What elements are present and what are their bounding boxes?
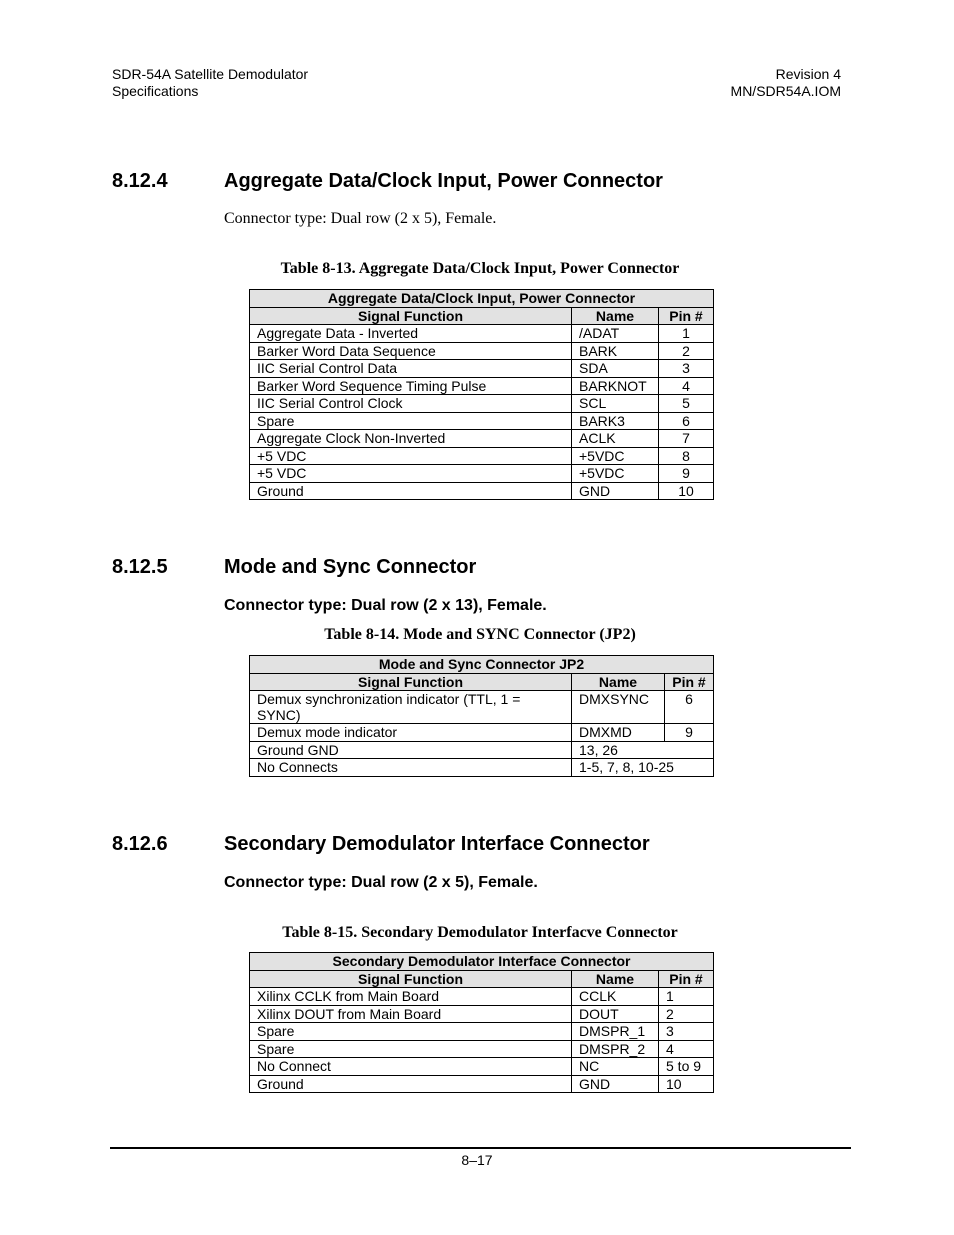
section-heading-8-12-6 bbox=[112, 833, 650, 856]
chapter-name: Specifications bbox=[112, 83, 199, 99]
table-caption: Table 8-14. Mode and SYNC Connector (JP2) bbox=[324, 626, 636, 643]
cell-name: SCL bbox=[572, 395, 659, 413]
table-caption: Table 8-13. Aggregate Data/Clock Input, Power Connector bbox=[280, 260, 680, 277]
cell-signal: Aggregate Clock Non-Inverted bbox=[250, 430, 572, 448]
cell-pin: 6 bbox=[659, 412, 714, 430]
cell-signal: No Connects bbox=[250, 759, 572, 777]
section-title: Mode and Sync Connector bbox=[224, 556, 477, 578]
table-row bbox=[250, 691, 714, 724]
table-row bbox=[250, 325, 714, 343]
table-row bbox=[250, 741, 714, 759]
section-title: Secondary Demodulator Interface Connector bbox=[224, 833, 650, 855]
cell-signal: Ground GND bbox=[250, 741, 572, 759]
cell-pin: 5 to 9 bbox=[659, 1058, 714, 1076]
table-title: Mode and Sync Connector JP2 bbox=[250, 656, 714, 674]
table-row bbox=[250, 430, 714, 448]
table-row bbox=[250, 1023, 714, 1041]
connector-type-text bbox=[224, 597, 547, 615]
cell-name-pins: 13, 26 bbox=[572, 741, 714, 759]
table-row bbox=[250, 395, 714, 413]
footer-rule bbox=[110, 1147, 851, 1149]
cell-pin: 2 bbox=[659, 342, 714, 360]
table-row bbox=[250, 988, 714, 1006]
cell-signal: +5 VDC bbox=[250, 447, 572, 465]
column-header-signal-function: Signal Function bbox=[250, 970, 572, 988]
cell-pin: 1 bbox=[659, 325, 714, 343]
cell-name: DOUT bbox=[572, 1005, 659, 1023]
column-header-name: Name bbox=[572, 673, 665, 691]
section-title: Aggregate Data/Clock Input, Power Connector bbox=[224, 170, 663, 192]
cell-name: BARKNOT bbox=[572, 377, 659, 395]
column-header-pin: Pin # bbox=[659, 970, 714, 988]
cell-signal: Spare bbox=[250, 1023, 572, 1041]
document-id: MN/SDR54A.IOM bbox=[730, 83, 841, 99]
cell-pin: 6 bbox=[665, 691, 714, 724]
page-number: 8–17 bbox=[461, 1152, 493, 1168]
column-header-signal-function: Signal Function bbox=[250, 307, 572, 325]
cell-name: +5VDC bbox=[572, 465, 659, 483]
table-row bbox=[250, 1075, 714, 1093]
cell-signal: Ground bbox=[250, 482, 572, 500]
table-row bbox=[250, 342, 714, 360]
table-row bbox=[250, 482, 714, 500]
table-row bbox=[250, 377, 714, 395]
cell-signal: Spare bbox=[250, 412, 572, 430]
cell-signal: Aggregate Data - Inverted bbox=[250, 325, 572, 343]
cell-signal: Demux synchronization indicator (TTL, 1 = SYNC) bbox=[250, 691, 572, 724]
section-number: 8.12.4 bbox=[112, 170, 168, 192]
cell-name: BARK bbox=[572, 342, 659, 360]
connector-type-text bbox=[224, 874, 538, 892]
cell-pin: 2 bbox=[659, 1005, 714, 1023]
cell-signal: +5 VDC bbox=[250, 465, 572, 483]
cell-signal: IIC Serial Control Clock bbox=[250, 395, 572, 413]
cell-name: +5VDC bbox=[572, 447, 659, 465]
cell-signal: Barker Word Sequence Timing Pulse bbox=[250, 377, 572, 395]
cell-signal: No Connect bbox=[250, 1058, 572, 1076]
table-row bbox=[250, 1040, 714, 1058]
cell-signal: Barker Word Data Sequence bbox=[250, 342, 572, 360]
cell-pin: 8 bbox=[659, 447, 714, 465]
aggregate-connector-table bbox=[249, 289, 714, 500]
column-header-name: Name bbox=[572, 970, 659, 988]
table-title: Secondary Demodulator Interface Connector bbox=[250, 953, 714, 971]
cell-pin: 4 bbox=[659, 377, 714, 395]
cell-pin: 7 bbox=[659, 430, 714, 448]
section-number: 8.12.5 bbox=[112, 556, 168, 578]
connector-type-label: Connector type bbox=[224, 597, 342, 614]
cell-signal: Spare bbox=[250, 1040, 572, 1058]
section-heading-8-12-5 bbox=[112, 556, 476, 579]
column-header-pin: Pin # bbox=[659, 307, 714, 325]
table-row bbox=[250, 465, 714, 483]
cell-pin: 5 bbox=[659, 395, 714, 413]
table-caption: Table 8-15. Secondary Demodulator Interfacve Connector bbox=[282, 924, 678, 941]
cell-name: SDA bbox=[572, 360, 659, 378]
cell-name-pins: 1-5, 7, 8, 10-25 bbox=[572, 759, 714, 777]
connector-type-label: Connector type bbox=[224, 874, 342, 891]
table-title: Aggregate Data/Clock Input, Power Connector bbox=[250, 290, 714, 308]
column-header-name: Name bbox=[572, 307, 659, 325]
cell-signal: Xilinx CCLK from Main Board bbox=[250, 988, 572, 1006]
cell-pin: 3 bbox=[659, 1023, 714, 1041]
table-row bbox=[250, 412, 714, 430]
cell-pin: 10 bbox=[659, 482, 714, 500]
cell-name: CCLK bbox=[572, 988, 659, 1006]
table-row bbox=[250, 1005, 714, 1023]
section-number: 8.12.6 bbox=[112, 833, 168, 855]
column-header-pin: Pin # bbox=[665, 673, 714, 691]
cell-signal: Demux mode indicator bbox=[250, 724, 572, 742]
table-row bbox=[250, 447, 714, 465]
table-row bbox=[250, 759, 714, 777]
cell-name: DMXMD bbox=[572, 724, 665, 742]
cell-signal: IIC Serial Control Data bbox=[250, 360, 572, 378]
cell-pin: 3 bbox=[659, 360, 714, 378]
cell-name: DMXSYNC bbox=[572, 691, 665, 724]
cell-signal: Ground bbox=[250, 1075, 572, 1093]
secondary-demod-connector-table bbox=[249, 952, 714, 1093]
document-title: SDR-54A Satellite Demodulator bbox=[112, 66, 309, 82]
table-row bbox=[250, 360, 714, 378]
connector-type-value: : Dual row (2 x 13), Female. bbox=[341, 597, 547, 614]
connector-type-value: : Dual row (2 x 5), Female. bbox=[341, 874, 538, 891]
table-row bbox=[250, 724, 714, 742]
connector-type-text: Connector type: Dual row (2 x 5), Female. bbox=[224, 210, 497, 227]
cell-signal: Xilinx DOUT from Main Board bbox=[250, 1005, 572, 1023]
running-header-right bbox=[731, 66, 841, 100]
cell-pin: 9 bbox=[665, 724, 714, 742]
cell-name: GND bbox=[572, 482, 659, 500]
table-row bbox=[250, 1058, 714, 1076]
cell-name: GND bbox=[572, 1075, 659, 1093]
cell-pin: 9 bbox=[659, 465, 714, 483]
cell-name: DMSPR_1 bbox=[572, 1023, 659, 1041]
cell-pin: 4 bbox=[659, 1040, 714, 1058]
section-heading-8-12-4 bbox=[112, 170, 663, 193]
cell-name: DMSPR_2 bbox=[572, 1040, 659, 1058]
column-header-signal-function: Signal Function bbox=[250, 673, 572, 691]
mode-sync-connector-table bbox=[249, 655, 714, 777]
cell-name: NC bbox=[572, 1058, 659, 1076]
running-header-left bbox=[112, 66, 308, 100]
cell-pin: 1 bbox=[659, 988, 714, 1006]
cell-name: BARK3 bbox=[572, 412, 659, 430]
cell-name: /ADAT bbox=[572, 325, 659, 343]
cell-pin: 10 bbox=[659, 1075, 714, 1093]
revision-label: Revision 4 bbox=[775, 66, 841, 82]
cell-name: ACLK bbox=[572, 430, 659, 448]
